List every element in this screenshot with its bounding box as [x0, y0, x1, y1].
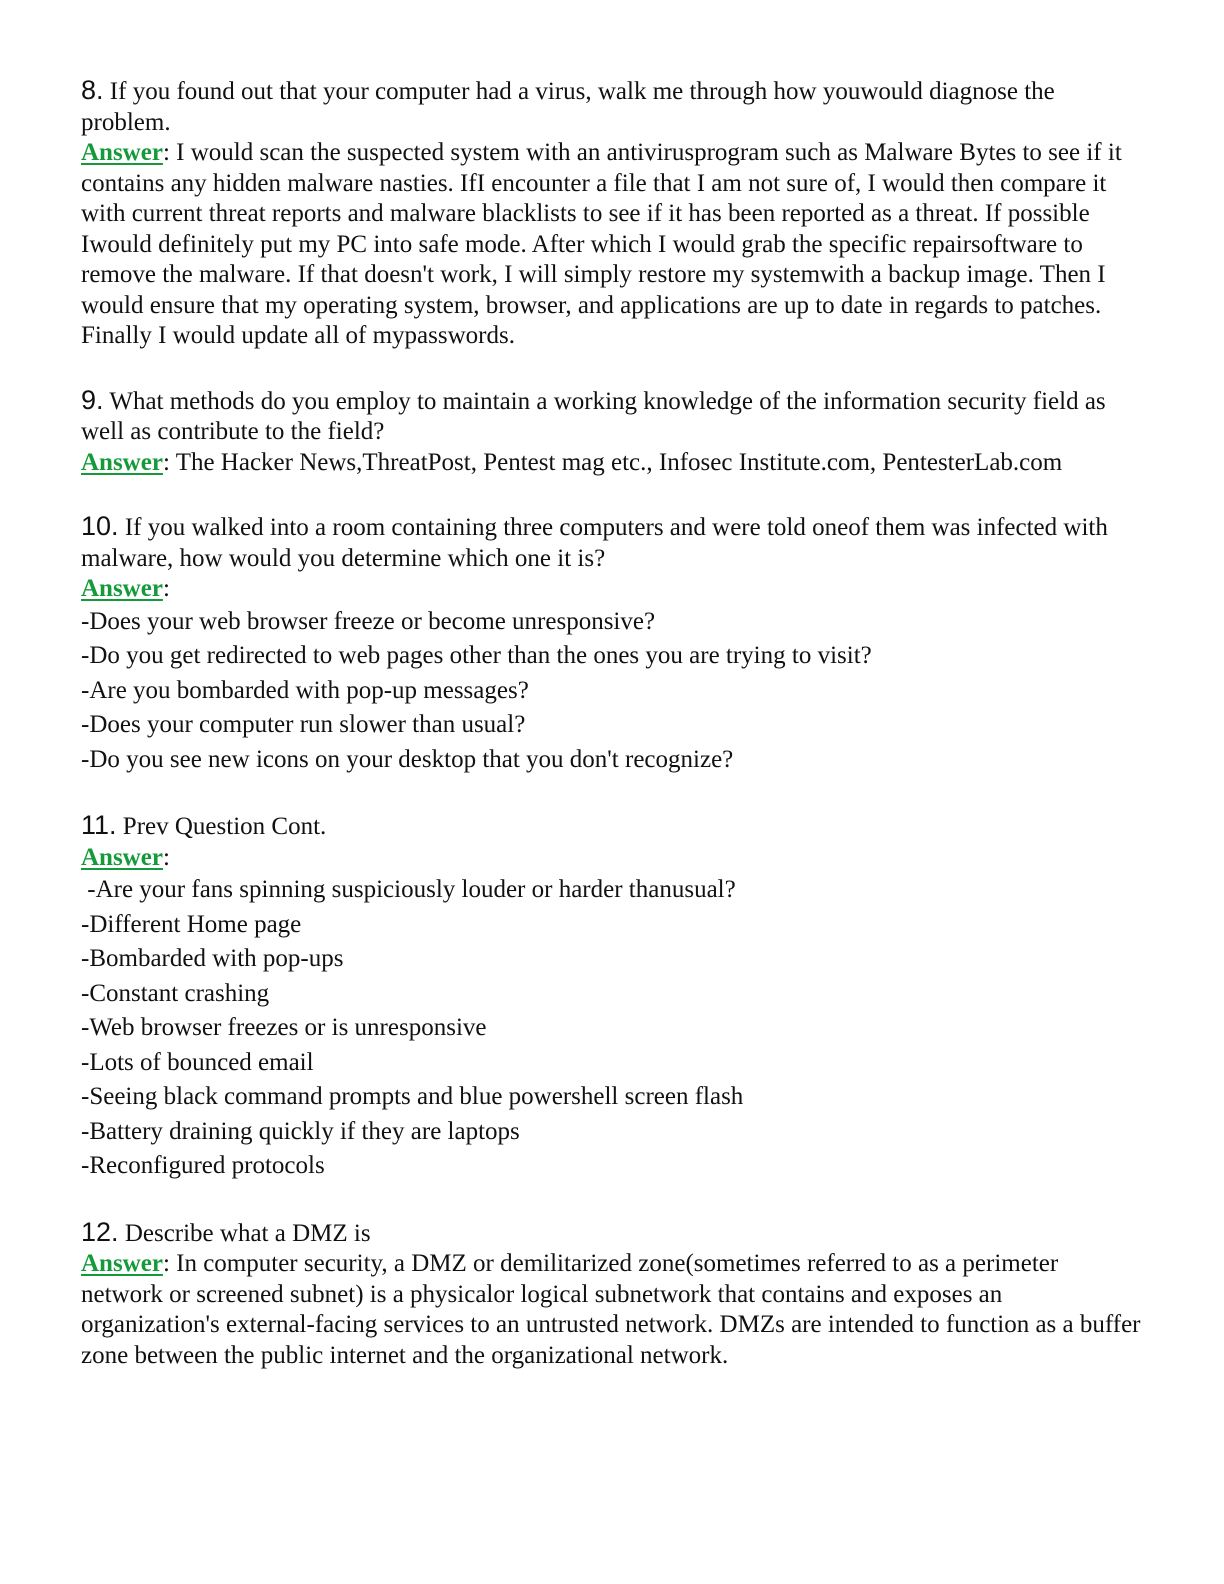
list-item: -Bombarded with pop-ups	[81, 945, 344, 972]
list-item: -Reconfigured protocols	[81, 1152, 325, 1179]
answer-colon: :	[162, 843, 170, 871]
list-item: -Are you bombarded with pop-up messages?	[81, 676, 529, 704]
answer-list-10	[81, 605, 1141, 778]
document-page	[81, 75, 1141, 1404]
question-text: Prev Question Cont.	[116, 813, 327, 840]
question-8: 8. If you found out that your computer had a virus, walk me through how youwould diagnose the problem.	[81, 75, 1055, 136]
answer-colon: :	[162, 575, 170, 602]
question-9: 9. What methods do you employ to maintain a working knowledge of the information security field as well as contribute to the field?	[81, 384, 1106, 445]
answer-8	[81, 138, 1141, 352]
answer-label: Answer	[81, 448, 163, 476]
answer-text: I would scan the suspected system with an antivirusprogram such as Malware Bytes to see if it contains any hidden malware nasties. IfI encounter a file that I am not sure of, I would then compare it with current threat reports and malware blacklists to see if it has been reported as a threat. If possible Iwould definitely put my PC into safe mode. After which I would grab the specific repairsoftware to remove the malware. If that doesn't work, I will simply restore my systemwith a backup image. Then I would ensure that my operating system, browser, and applications are up to date in regards to patches. Finally I would update all of mypasswords.	[81, 139, 1122, 349]
answer-label: Answer	[81, 843, 163, 871]
question-11: 11. Prev Question Cont.	[81, 810, 327, 840]
qa-block-9	[81, 385, 1141, 479]
qa-block-10	[81, 511, 1141, 777]
list-item: -Different Home page	[81, 910, 302, 938]
qa-block-8	[81, 75, 1141, 352]
answer-colon: :	[162, 1250, 170, 1277]
question-10: 10. If you walked into a room containing three computers and were told oneof them was infected with malware, how would you determine which one it is?	[81, 511, 1108, 572]
list-item: -Seeing black command prompts and blue powershell screen flash	[81, 1083, 744, 1110]
question-12: 12. Describe what a DMZ is	[81, 1216, 371, 1247]
answer-10	[81, 574, 1141, 605]
answer-list-11	[81, 873, 1141, 1184]
qa-block-11	[81, 810, 1141, 1184]
answer-label: Answer	[81, 575, 163, 602]
list-item: -Battery draining quickly if they are laptops	[81, 1117, 520, 1145]
list-item: -Web browser freezes or is unresponsive	[81, 1014, 487, 1041]
list-item: -Does your computer run slower than usual?	[81, 711, 526, 738]
answer-text: In computer security, a DMZ or demilitarized zone(sometimes referred to as a perimeter network or screened subnet) is a physicalor logical subnetwork that contains and exposes an organization's external-facing services to an untrusted network. DMZs are intended to function as a buffer zone between the public internet and the organizational network.	[81, 1250, 1141, 1369]
answer-text: The Hacker News,ThreatPost, Pentest mag etc., Infosec Institute.com, PentesterLab.com	[169, 448, 1063, 476]
question-number: 11	[81, 810, 110, 840]
answer-9	[81, 448, 1141, 479]
question-number: 9	[81, 384, 97, 415]
list-item: -Lots of bounced email	[81, 1048, 314, 1076]
question-number: 12	[81, 1216, 112, 1247]
list-item: -Are your fans spinning suspiciously louder or harder thanusual?	[81, 876, 736, 903]
list-item: -Does your web browser freeze or become unresponsive?	[81, 607, 656, 635]
question-number: 8	[81, 75, 97, 105]
question-text: Describe what a DMZ is	[118, 1219, 371, 1247]
question-text: If you walked into a room containing three computers and were told oneof them was infected with malware, how would you determine which one it is?	[81, 514, 1108, 572]
question-text: If you found out that your computer had a virus, walk me through how youwould diagnose the problem.	[81, 78, 1055, 136]
question-text: What methods do you employ to maintain a working knowledge of the information security field as well as contribute to the field?	[81, 387, 1106, 445]
answer-label: Answer	[81, 1250, 163, 1277]
answer-12	[81, 1249, 1141, 1371]
answer-label: Answer	[81, 139, 163, 166]
answer-11	[81, 843, 1141, 874]
list-item: -Do you see new icons on your desktop that you don't recognize?	[81, 745, 734, 773]
answer-colon: :	[162, 448, 170, 476]
question-number: 10	[81, 511, 112, 541]
list-item: -Constant crashing	[81, 979, 270, 1007]
qa-block-12	[81, 1217, 1141, 1372]
list-item: -Do you get redirected to web pages other than the ones you are trying to visit?	[81, 642, 872, 669]
answer-colon: :	[162, 139, 170, 166]
